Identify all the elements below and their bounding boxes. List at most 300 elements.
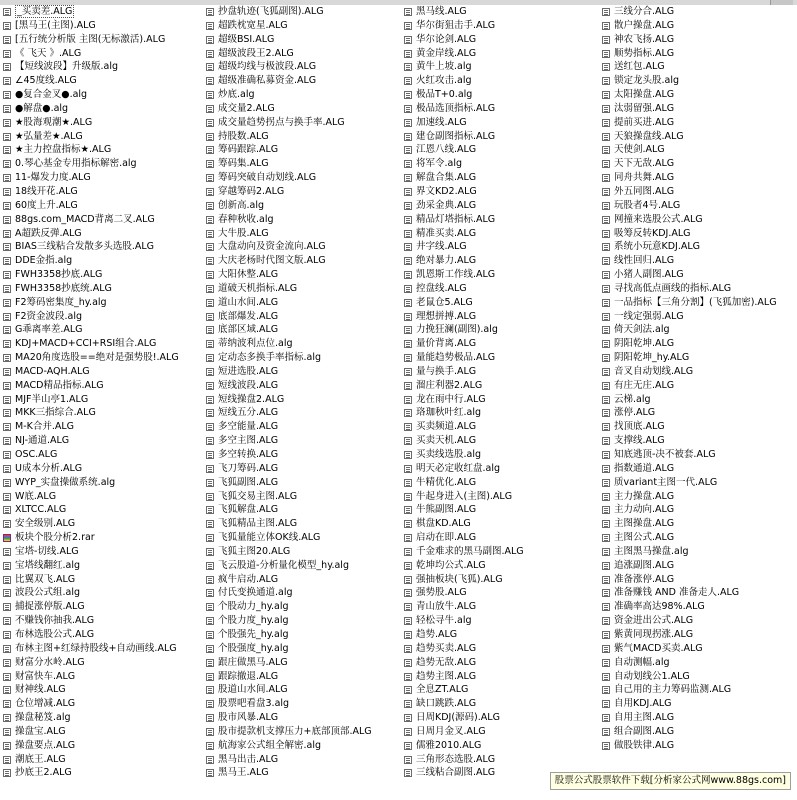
file-item[interactable]	[206, 448, 372, 462]
file-item[interactable]	[602, 157, 777, 171]
file-item[interactable]	[206, 711, 372, 725]
file-item[interactable]	[602, 697, 777, 711]
file-item[interactable]	[404, 240, 524, 254]
file-name: ★主力控盘指标★.ALG	[15, 144, 112, 156]
formula-file-icon	[3, 257, 11, 265]
file-item[interactable]	[404, 490, 524, 504]
formula-file-icon	[206, 451, 214, 459]
file-item[interactable]	[3, 545, 179, 559]
file-item[interactable]	[206, 5, 372, 19]
file-item[interactable]	[404, 725, 524, 739]
file-item[interactable]	[206, 517, 372, 531]
file-name: 底部区域.ALG	[218, 324, 279, 336]
file-item[interactable]	[3, 517, 179, 531]
file-item[interactable]	[3, 725, 179, 739]
file-item[interactable]	[404, 157, 524, 171]
file-item[interactable]	[3, 19, 179, 33]
file-item[interactable]	[404, 143, 524, 157]
file-item[interactable]	[602, 185, 777, 199]
file-name: 轻松寻牛.alg	[416, 615, 472, 627]
file-item[interactable]	[3, 490, 179, 504]
file-name: 精品灯塔指标.ALG	[416, 213, 496, 225]
file-item[interactable]	[404, 503, 524, 517]
file-name: 一品指标【三角分割】(飞狐加密).ALG	[614, 296, 777, 308]
file-item[interactable]	[206, 379, 372, 393]
file-item[interactable]	[404, 310, 524, 324]
file-item[interactable]	[404, 171, 524, 185]
formula-file-icon	[206, 493, 214, 501]
formula-file-icon	[3, 243, 11, 251]
file-item[interactable]	[3, 420, 179, 434]
file-item[interactable]	[404, 19, 524, 33]
file-item[interactable]	[404, 88, 524, 102]
file-item[interactable]	[404, 33, 524, 47]
file-item[interactable]	[3, 600, 179, 614]
file-name: 乾坤均公式.ALG	[416, 559, 486, 571]
formula-file-icon	[3, 188, 11, 196]
file-item[interactable]	[3, 116, 179, 130]
file-name: 个股强度_hy.alg	[218, 642, 289, 654]
file-item[interactable]	[602, 517, 777, 531]
file-item[interactable]	[602, 227, 777, 241]
file-item[interactable]	[404, 393, 524, 407]
file-item[interactable]	[404, 462, 524, 476]
file-item[interactable]	[206, 753, 372, 767]
file-item[interactable]	[206, 143, 372, 157]
file-item[interactable]	[3, 268, 179, 282]
file-item[interactable]	[3, 47, 179, 61]
formula-file-icon	[3, 230, 11, 238]
formula-file-icon	[404, 631, 412, 639]
file-name: 牛熊副图.ALG	[416, 504, 477, 516]
file-item[interactable]	[602, 365, 777, 379]
file-item[interactable]	[3, 531, 179, 545]
file-item[interactable]	[602, 33, 777, 47]
formula-file-icon	[602, 465, 610, 473]
file-item[interactable]	[206, 323, 372, 337]
file-item[interactable]	[602, 310, 777, 324]
file-item[interactable]	[3, 130, 179, 144]
file-item[interactable]	[206, 628, 372, 642]
file-item[interactable]	[206, 476, 372, 490]
file-name: 抄底王2.ALG	[15, 767, 72, 779]
file-item[interactable]	[404, 517, 524, 531]
formula-file-icon	[602, 202, 610, 210]
formula-file-icon	[404, 520, 412, 528]
file-item[interactable]	[3, 697, 179, 711]
file-item[interactable]	[404, 600, 524, 614]
formula-file-icon	[602, 437, 610, 445]
file-item[interactable]	[206, 406, 372, 420]
file-item[interactable]	[206, 531, 372, 545]
file-item[interactable]	[3, 559, 179, 573]
formula-file-icon	[602, 534, 610, 542]
file-item[interactable]	[404, 47, 524, 61]
file-item[interactable]	[602, 434, 777, 448]
file-item[interactable]	[602, 739, 777, 753]
file-item[interactable]	[404, 130, 524, 144]
file-item[interactable]	[206, 102, 372, 116]
formula-file-icon	[206, 562, 214, 570]
file-item[interactable]	[404, 227, 524, 241]
file-item[interactable]	[602, 240, 777, 254]
file-item[interactable]	[206, 434, 372, 448]
file-item[interactable]	[602, 74, 777, 88]
file-item[interactable]	[3, 88, 179, 102]
file-item[interactable]	[3, 379, 179, 393]
file-item[interactable]	[206, 268, 372, 282]
file-item[interactable]	[602, 642, 777, 656]
file-item[interactable]	[602, 60, 777, 74]
file-item[interactable]	[602, 420, 777, 434]
file-name: A超跌反弹.ALG	[15, 227, 82, 239]
file-name: 筹码突破自动划线.ALG	[218, 172, 317, 184]
file-item[interactable]	[3, 60, 179, 74]
file-item[interactable]	[206, 670, 372, 684]
file-name: 线性回归.ALG	[614, 255, 675, 267]
file-item[interactable]	[206, 116, 372, 130]
file-item[interactable]	[206, 296, 372, 310]
file-item[interactable]	[206, 240, 372, 254]
file-item[interactable]	[3, 213, 179, 227]
file-item[interactable]	[404, 365, 524, 379]
file-item[interactable]	[3, 739, 179, 753]
file-name: 准确率高达98%.ALG	[614, 601, 705, 613]
file-item[interactable]	[602, 337, 777, 351]
file-item[interactable]	[602, 116, 777, 130]
file-item[interactable]	[404, 434, 524, 448]
file-item[interactable]	[602, 406, 777, 420]
file-item[interactable]	[206, 490, 372, 504]
file-item[interactable]	[404, 199, 524, 213]
file-item[interactable]	[602, 323, 777, 337]
file-item[interactable]	[206, 199, 372, 213]
file-item[interactable]	[404, 5, 524, 19]
file-column-3	[404, 5, 524, 780]
file-item[interactable]	[404, 642, 524, 656]
file-item[interactable]	[206, 559, 372, 573]
formula-file-icon	[206, 119, 214, 127]
file-item[interactable]	[404, 545, 524, 559]
formula-file-icon	[3, 146, 11, 154]
file-item[interactable]	[3, 766, 179, 780]
file-item[interactable]	[602, 628, 777, 642]
file-item[interactable]	[404, 670, 524, 684]
file-item[interactable]	[602, 559, 777, 573]
file-item[interactable]	[602, 213, 777, 227]
file-item[interactable]	[602, 503, 777, 517]
file-item[interactable]	[3, 656, 179, 670]
file-item[interactable]	[404, 406, 524, 420]
file-item[interactable]	[602, 19, 777, 33]
file-item[interactable]	[602, 351, 777, 365]
file-item[interactable]	[3, 74, 179, 88]
file-item[interactable]	[404, 476, 524, 490]
file-item[interactable]	[206, 282, 372, 296]
file-item[interactable]	[602, 171, 777, 185]
file-name: 筹码集.ALG	[218, 158, 269, 170]
file-item[interactable]	[206, 725, 372, 739]
file-item[interactable]	[404, 213, 524, 227]
file-item[interactable]	[3, 296, 179, 310]
formula-file-icon	[206, 340, 214, 348]
formula-file-icon	[3, 382, 11, 390]
file-column-2	[206, 5, 372, 780]
file-name: 将军令.alg	[416, 158, 463, 170]
formula-file-icon	[3, 576, 11, 584]
file-item[interactable]	[404, 268, 524, 282]
file-item[interactable]	[404, 74, 524, 88]
file-item[interactable]	[404, 351, 524, 365]
formula-file-icon	[206, 409, 214, 417]
file-item[interactable]	[602, 711, 777, 725]
file-item[interactable]	[3, 185, 179, 199]
file-item[interactable]	[602, 600, 777, 614]
file-item[interactable]	[602, 102, 777, 116]
file-item[interactable]	[602, 296, 777, 310]
file-item[interactable]	[3, 227, 179, 241]
file-item[interactable]	[206, 74, 372, 88]
file-item[interactable]	[206, 171, 372, 185]
file-item[interactable]	[404, 683, 524, 697]
file-item[interactable]	[206, 213, 372, 227]
file-item[interactable]	[404, 116, 524, 130]
file-item[interactable]	[602, 47, 777, 61]
file-item[interactable]	[602, 143, 777, 157]
file-item[interactable]	[206, 88, 372, 102]
file-item[interactable]	[404, 559, 524, 573]
file-item[interactable]	[3, 33, 179, 47]
file-item[interactable]	[404, 323, 524, 337]
file-item[interactable]	[3, 199, 179, 213]
file-item[interactable]	[602, 476, 777, 490]
file-item[interactable]	[3, 683, 179, 697]
file-name: 阴阳乾坤.ALG	[614, 338, 675, 350]
file-name: 飞狐解盘.ALG	[218, 504, 279, 516]
file-item[interactable]	[3, 365, 179, 379]
file-item[interactable]	[602, 5, 777, 19]
file-item[interactable]	[206, 310, 372, 324]
file-item[interactable]	[206, 600, 372, 614]
file-item[interactable]	[3, 143, 179, 157]
formula-file-icon	[602, 479, 610, 487]
file-item[interactable]	[602, 490, 777, 504]
file-item[interactable]	[206, 337, 372, 351]
file-item[interactable]	[404, 254, 524, 268]
file-item[interactable]	[206, 227, 372, 241]
file-item[interactable]	[602, 268, 777, 282]
file-item[interactable]	[206, 545, 372, 559]
file-name: 飞刀筹码.ALG	[218, 462, 279, 474]
file-item[interactable]	[206, 766, 372, 780]
formula-file-icon	[404, 756, 412, 764]
file-item[interactable]	[3, 337, 179, 351]
formula-file-icon	[404, 216, 412, 224]
file-name: ●复合金叉●.alg	[15, 89, 88, 101]
file-item[interactable]	[3, 351, 179, 365]
file-item[interactable]	[206, 33, 372, 47]
file-item[interactable]	[3, 310, 179, 324]
file-item[interactable]	[3, 240, 179, 254]
file-item[interactable]	[206, 47, 372, 61]
file-item[interactable]	[602, 448, 777, 462]
file-item[interactable]	[404, 628, 524, 642]
file-item[interactable]	[3, 5, 179, 19]
file-item[interactable]	[602, 254, 777, 268]
file-item[interactable]	[206, 614, 372, 628]
file-item[interactable]	[206, 503, 372, 517]
formula-file-icon	[404, 340, 412, 348]
file-item[interactable]	[404, 697, 524, 711]
file-item[interactable]	[404, 586, 524, 600]
file-item[interactable]	[206, 185, 372, 199]
file-item[interactable]	[3, 476, 179, 490]
file-item[interactable]	[404, 296, 524, 310]
file-item[interactable]	[3, 586, 179, 600]
file-item[interactable]	[3, 573, 179, 587]
formula-file-icon	[602, 548, 610, 556]
file-item[interactable]	[602, 130, 777, 144]
file-item[interactable]	[206, 420, 372, 434]
file-item[interactable]	[3, 102, 179, 116]
file-item[interactable]	[3, 254, 179, 268]
file-item[interactable]	[3, 711, 179, 725]
file-item[interactable]	[3, 628, 179, 642]
file-item[interactable]	[404, 531, 524, 545]
file-item[interactable]	[602, 88, 777, 102]
file-name: 准备涨停.ALG	[614, 573, 675, 585]
formula-file-icon	[404, 119, 412, 127]
file-item[interactable]	[404, 739, 524, 753]
file-item[interactable]	[3, 614, 179, 628]
file-item[interactable]	[206, 19, 372, 33]
file-item[interactable]	[602, 573, 777, 587]
file-item[interactable]	[602, 199, 777, 213]
file-item[interactable]	[404, 766, 524, 780]
file-item[interactable]	[3, 406, 179, 420]
file-name: 支撑线.ALG	[614, 435, 665, 447]
file-item[interactable]	[3, 753, 179, 767]
file-name: 潮底王.ALG	[15, 753, 66, 765]
formula-file-icon	[404, 77, 412, 85]
file-name: W底.ALG	[15, 490, 57, 502]
file-item[interactable]	[206, 586, 372, 600]
file-item[interactable]	[404, 753, 524, 767]
file-item[interactable]	[404, 185, 524, 199]
file-item[interactable]	[602, 725, 777, 739]
file-item[interactable]	[206, 462, 372, 476]
file-name: 启动在即.ALG	[416, 532, 477, 544]
file-item[interactable]	[602, 614, 777, 628]
file-item[interactable]	[206, 656, 372, 670]
file-name: _买卖差.ALG	[17, 6, 73, 17]
file-item[interactable]	[404, 711, 524, 725]
file-item[interactable]	[3, 448, 179, 462]
file-item[interactable]	[206, 130, 372, 144]
file-name: 自动测幅.alg	[614, 656, 670, 668]
file-item[interactable]	[206, 254, 372, 268]
file-item[interactable]	[602, 282, 777, 296]
file-name: 11-爆发力度.ALG	[15, 172, 91, 184]
file-name: 精准买卖.ALG	[416, 227, 477, 239]
file-name: 资金进出公式.ALG	[614, 615, 694, 627]
file-item[interactable]	[3, 171, 179, 185]
file-name: 操盘要点.ALG	[15, 739, 76, 751]
formula-file-icon	[404, 313, 412, 321]
file-name: 道破天机指标.ALG	[218, 282, 298, 294]
formula-file-icon	[404, 548, 412, 556]
file-name: 财富分水岭.ALG	[15, 656, 85, 668]
file-name: 创新高.alg	[218, 199, 265, 211]
file-item[interactable]	[206, 351, 372, 365]
file-item[interactable]	[3, 393, 179, 407]
formula-file-icon	[602, 133, 610, 141]
file-item[interactable]	[3, 323, 179, 337]
file-item[interactable]	[3, 642, 179, 656]
file-name: 主图操盘.ALG	[614, 518, 675, 530]
file-item[interactable]	[602, 379, 777, 393]
file-name: 明天必定收红盘.alg	[416, 462, 501, 474]
file-name: 操盘秘笈.alg	[15, 712, 71, 724]
file-item[interactable]	[602, 656, 777, 670]
file-item[interactable]	[206, 573, 372, 587]
file-item[interactable]	[3, 434, 179, 448]
file-item[interactable]	[404, 282, 524, 296]
file-item[interactable]	[3, 157, 179, 171]
file-item[interactable]	[206, 697, 372, 711]
formula-file-icon	[404, 451, 412, 459]
file-item[interactable]	[3, 282, 179, 296]
file-item[interactable]	[3, 503, 179, 517]
formula-file-icon	[602, 105, 610, 113]
file-item[interactable]	[206, 60, 372, 74]
formula-file-icon	[3, 520, 11, 528]
formula-file-icon	[404, 50, 412, 58]
file-item[interactable]	[602, 393, 777, 407]
file-item[interactable]	[404, 614, 524, 628]
formula-file-icon	[602, 700, 610, 708]
file-item[interactable]	[404, 420, 524, 434]
file-item[interactable]	[206, 683, 372, 697]
formula-file-icon	[602, 576, 610, 584]
file-item[interactable]	[206, 393, 372, 407]
file-name: 持股数.ALG	[218, 130, 269, 142]
file-item[interactable]	[602, 670, 777, 684]
file-item[interactable]	[206, 642, 372, 656]
file-item[interactable]	[206, 365, 372, 379]
file-item[interactable]	[404, 337, 524, 351]
file-item[interactable]	[3, 670, 179, 684]
file-item[interactable]	[404, 102, 524, 116]
file-item[interactable]	[602, 545, 777, 559]
file-item[interactable]	[404, 573, 524, 587]
file-item[interactable]	[206, 157, 372, 171]
file-item[interactable]	[602, 586, 777, 600]
file-item[interactable]	[206, 739, 372, 753]
file-item[interactable]	[3, 462, 179, 476]
file-item[interactable]	[602, 531, 777, 545]
file-item[interactable]	[404, 379, 524, 393]
file-name: 三角形态选股.ALG	[416, 753, 496, 765]
formula-file-icon	[206, 673, 214, 681]
file-item[interactable]	[404, 60, 524, 74]
file-item[interactable]	[404, 656, 524, 670]
file-item[interactable]	[404, 448, 524, 462]
file-item[interactable]	[602, 683, 777, 697]
formula-file-icon	[206, 105, 214, 113]
formula-file-icon	[206, 603, 214, 611]
file-item[interactable]	[602, 462, 777, 476]
